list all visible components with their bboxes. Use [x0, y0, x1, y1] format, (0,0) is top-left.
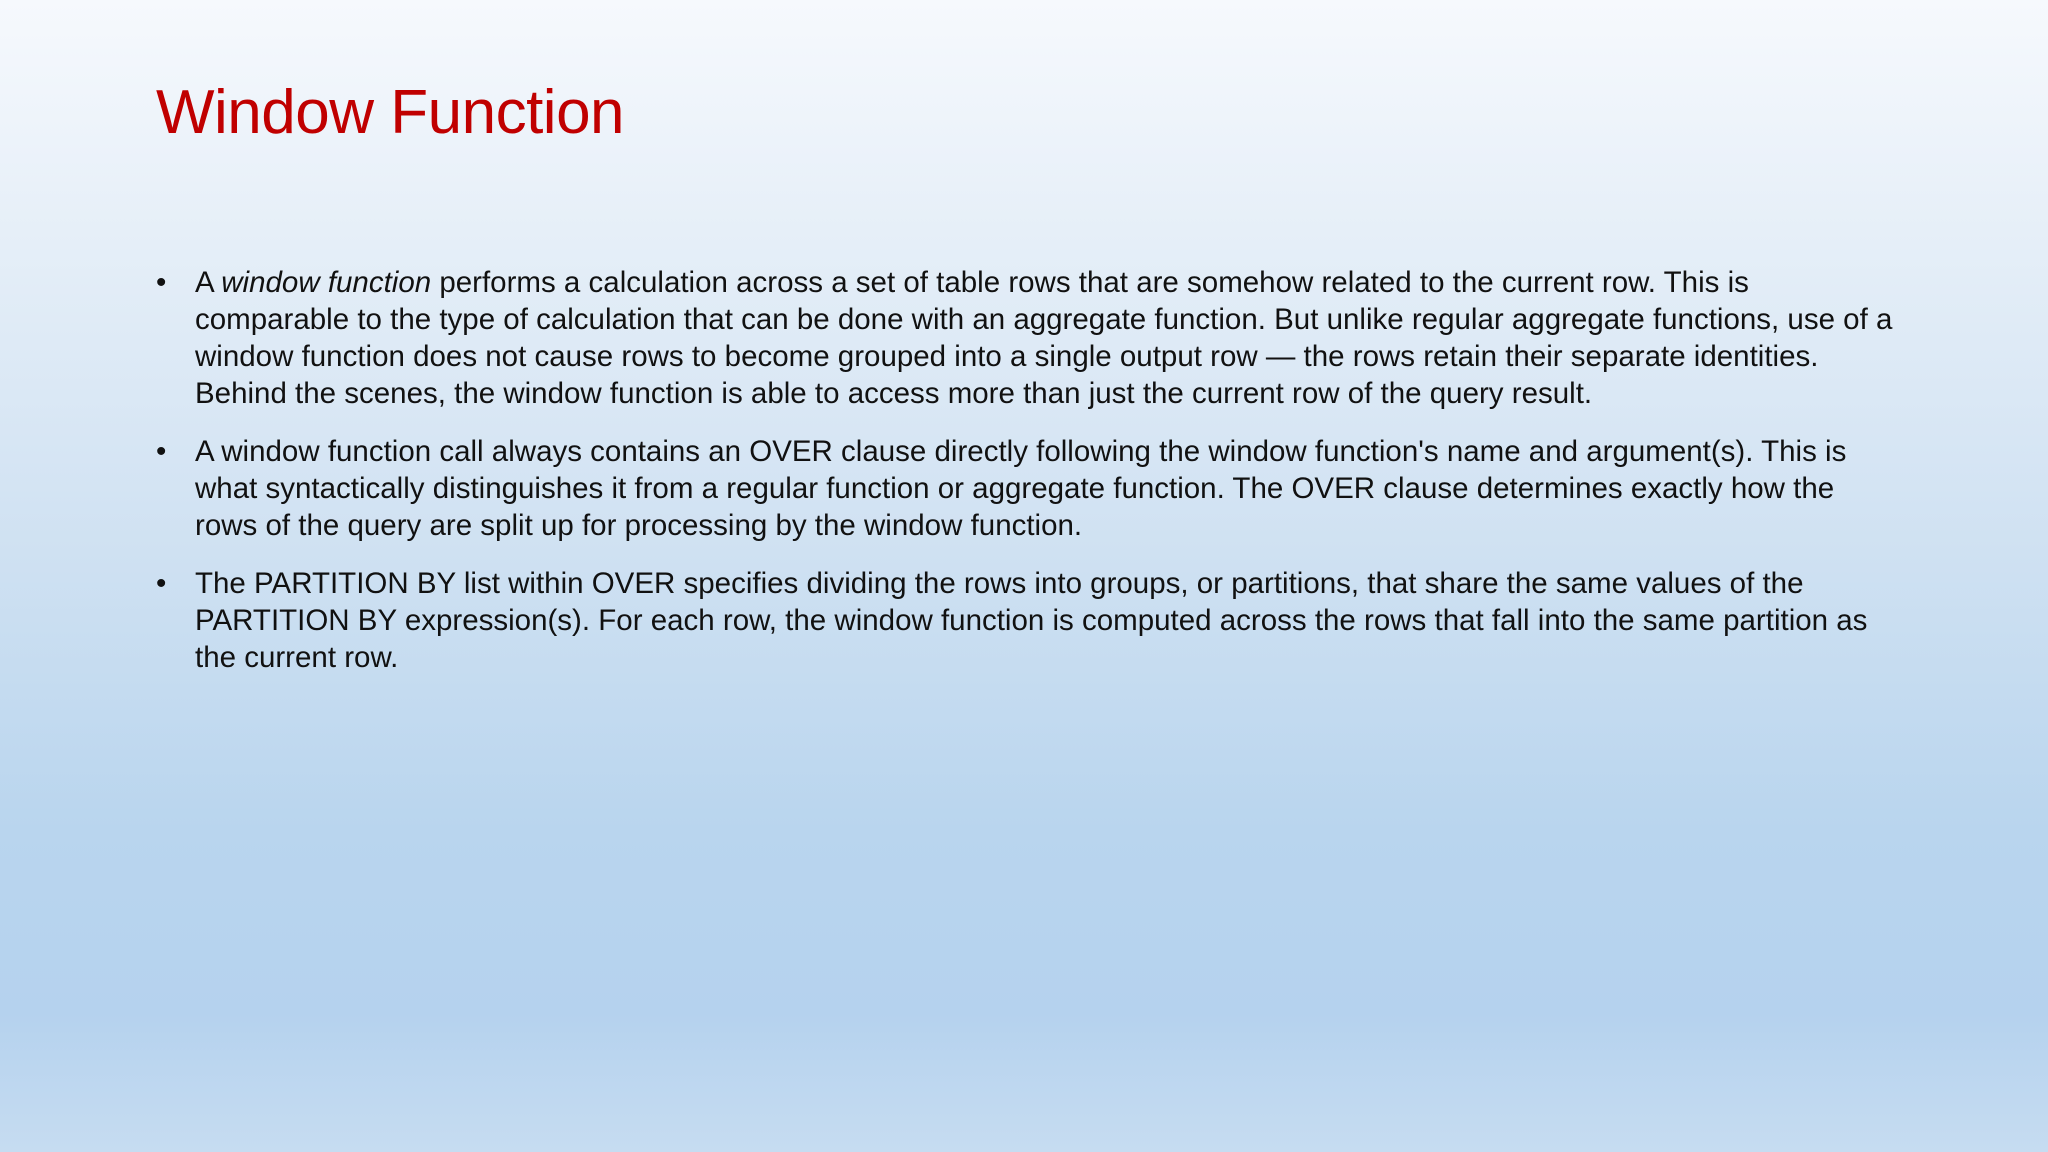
- bullet-list: [156, 264, 1896, 697]
- bullet-item-partition-by: [156, 565, 1896, 676]
- bullet-icon: •: [156, 567, 167, 600]
- bullet-item-window-function-definition: [156, 264, 1896, 412]
- bullet-icon: •: [156, 266, 167, 299]
- bullet-text: The PARTITION BY list within OVER specifies dividing the rows into groups, or partitions, that share the same values of the PARTITION BY expression(s). For each row, the window function is computed across the rows that fall into the same partition as the current row.: [195, 567, 1868, 674]
- bullet-emphasis: window function: [221, 266, 432, 299]
- bullet-item-over-clause: [156, 433, 1896, 544]
- bullet-icon: •: [156, 435, 167, 468]
- bullet-prefix: A: [195, 266, 222, 299]
- slide-title: Window Function: [156, 78, 625, 147]
- bullet-body: performs a calculation across a set of table rows that are somehow related to the current row. This is comparable to the type of calculation that can be done with an aggregate function. But unlike regular aggregate functions, use of a window function does not cause rows to become grouped into a single output row — the rows retain their separate identities. Behind the scenes, the window function is able to access more than just the current row of the query result.: [195, 266, 1893, 410]
- bullet-text: A window function call always contains an OVER clause directly following the window function's name and argument(s). This is what syntactically distinguishes it from a regular function or aggregate function. The OVER clause determines exactly how the rows of the query are split up for processing by the window function.: [195, 435, 1847, 542]
- bullet-text: [195, 266, 1892, 410]
